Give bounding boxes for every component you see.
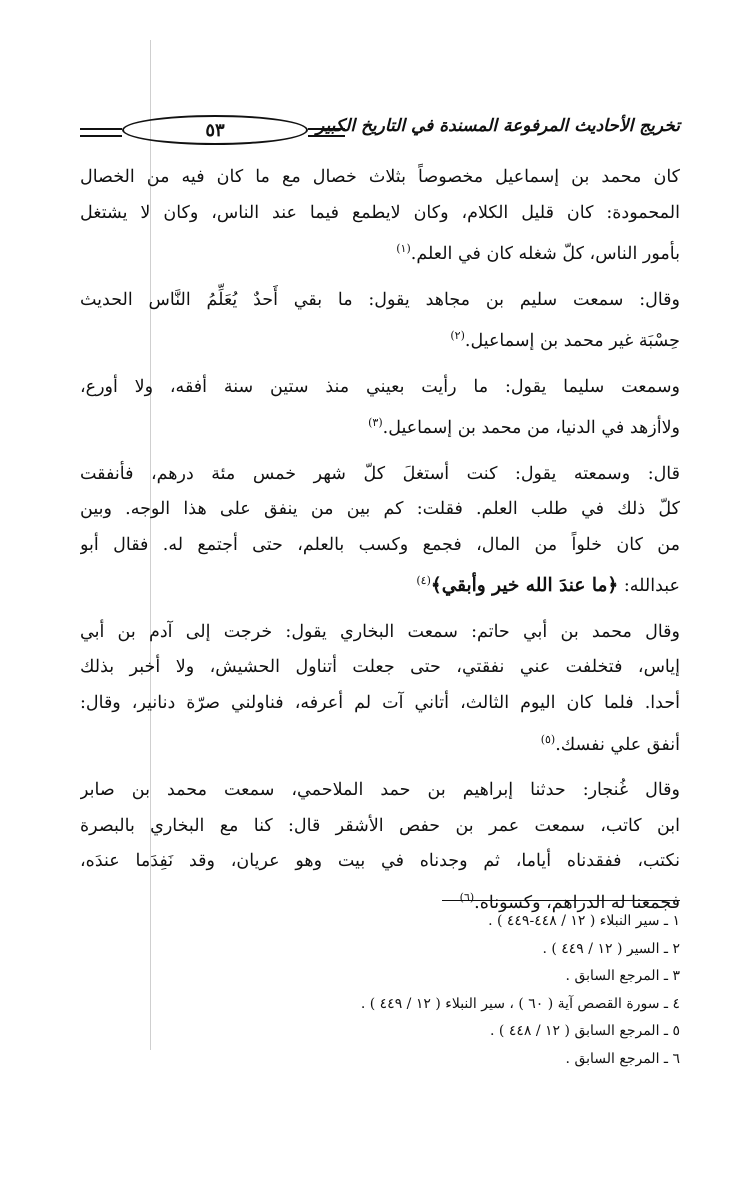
footnote-item: ٥ ـ المرجع السابق ( ١٢ / ٤٤٨ ) . (490, 1023, 680, 1039)
line-text: وقال غُنجار: حدثنا إبراهيم بن حمد الملاحمي، سمعت محمد بن صابر (80, 780, 680, 801)
footnote-reference: (٣) (368, 416, 383, 430)
line-text: وسمعت سليما يقول: ما رأيت بعيني منذ ستين سنة أفقه، ولا أورع، (80, 376, 680, 397)
footnotes (360, 908, 680, 1073)
line-text: أنفق علي نفسك. (555, 734, 680, 755)
text-line (80, 318, 680, 359)
running-title: تخريج الأحاديث المرفوعة المسندة في التاريخ الكبير (316, 116, 680, 136)
text-line (80, 563, 680, 604)
paragraph (80, 457, 680, 605)
footnote-separator (442, 900, 680, 901)
text-line (80, 160, 680, 196)
text-line (80, 492, 680, 528)
line-text: قال: وسمعته يقول: كنت أستغلَ كلّ شهر خمس مئة درهم، فأنفقت (80, 463, 680, 484)
footnote-item: ٢ ـ السير ( ١٢ / ٤٤٩ ) . (542, 940, 680, 957)
quran-verse: ﴿ما عندَ الله خير وأبقي﴾ (430, 575, 619, 597)
text-line (80, 686, 680, 722)
line-text: نكتب، ففقدناه أياما، ثم وجدناه في بيت وهو عريان، وقد نَفِدَما عندَه، (80, 851, 680, 872)
line-text: وقال محمد بن أبي حاتم: سمعت البخاري يقول: خرجت إلى آدم بن أبي (80, 621, 680, 642)
line-text: عبدالله: (623, 576, 680, 597)
page-number-frame (122, 115, 308, 145)
text-line (80, 231, 680, 272)
text-line (80, 283, 680, 319)
text-line (80, 196, 680, 232)
footnote-reference: (٢) (450, 329, 465, 343)
footnote-reference: (٥) (540, 732, 556, 746)
text-line (80, 457, 680, 493)
footnote-item: ٦ ـ المرجع السابق . (565, 1050, 680, 1067)
text-line (80, 528, 680, 564)
paragraph (80, 283, 680, 360)
header-rule-left (80, 128, 122, 137)
footnote-reference: (٤) (416, 574, 431, 588)
line-text: المحمودة: كان قليل الكلام، وكان لايطمع فيما عند الناس، وكان لا يشتغل (80, 202, 680, 223)
text-line (80, 615, 680, 651)
page-header (80, 112, 680, 152)
footnote-item: ٤ ـ سورة القصص آية ( ٦٠ ) ، سير النبلاء ( ١٢ / ٤٤٩ ) . (360, 995, 680, 1012)
text-line (80, 844, 680, 880)
line-text: حِسْبَة غير محمد بن إسماعيل. (464, 331, 680, 352)
line-text: أحدا. فلما كان اليوم الثالث، أتاني آت لم أعرفه، فناولني صرّة دنانير، وقال: (80, 693, 680, 714)
text-line (80, 370, 680, 406)
line-text: وقال: سمعت سليم بن مجاهد يقول: ما بقي أَحدٌ يُعَلِّمُ النَّاس الحديث (80, 289, 680, 310)
line-text: ابن كاتب، سمعت عمر بن حفص الأشقر قال: كنا مع البخاري بالبصرة (80, 815, 680, 836)
main-text (80, 160, 680, 921)
footnote-reference: (٦) (459, 890, 475, 904)
line-text: بأمور الناس، كلّ شغله كان في العلم. (410, 244, 680, 265)
paragraph (80, 160, 680, 273)
header-rule-right (308, 128, 345, 137)
line-text: إياس، فتخلفت عني نفقتي، حتى جعلت أتناول الحشيش، ولا أخبر بذلك (80, 657, 680, 678)
footnote-reference: (١) (396, 242, 411, 256)
line-text: ولاأزهد في الدنيا، من محمد بن إسماعيل. (382, 418, 680, 439)
text-line (80, 809, 680, 845)
text-line (80, 722, 680, 763)
text-line (80, 650, 680, 686)
paragraph (80, 615, 680, 763)
line-text: كلّ ذلك في طلب العلم. فقلت: كم بين من ينفق على هذا الوجه. وبين (80, 499, 680, 520)
line-text: من كان خلواً من المال، فجمع وكسب بالعلم، حتى أجتمع له. فقال أبو (80, 534, 680, 555)
line-text: كان محمد بن إسماعيل مخصوصاً بثلاث خصال مع ما كان فيه من الخصال (80, 167, 680, 187)
paragraph (80, 370, 680, 447)
text-line (80, 773, 680, 809)
footnote-item: ١ ـ سير النبلاء ( ١٢ / ٤٤٨-٤٤٩ ) . (488, 913, 680, 929)
line-text: فجمعنا له الدراهم، وكسوناه. (474, 892, 680, 913)
footnote-item: ٣ ـ المرجع السابق . (565, 968, 680, 984)
page-number: ٥٣ (205, 119, 225, 141)
text-line (80, 405, 680, 446)
